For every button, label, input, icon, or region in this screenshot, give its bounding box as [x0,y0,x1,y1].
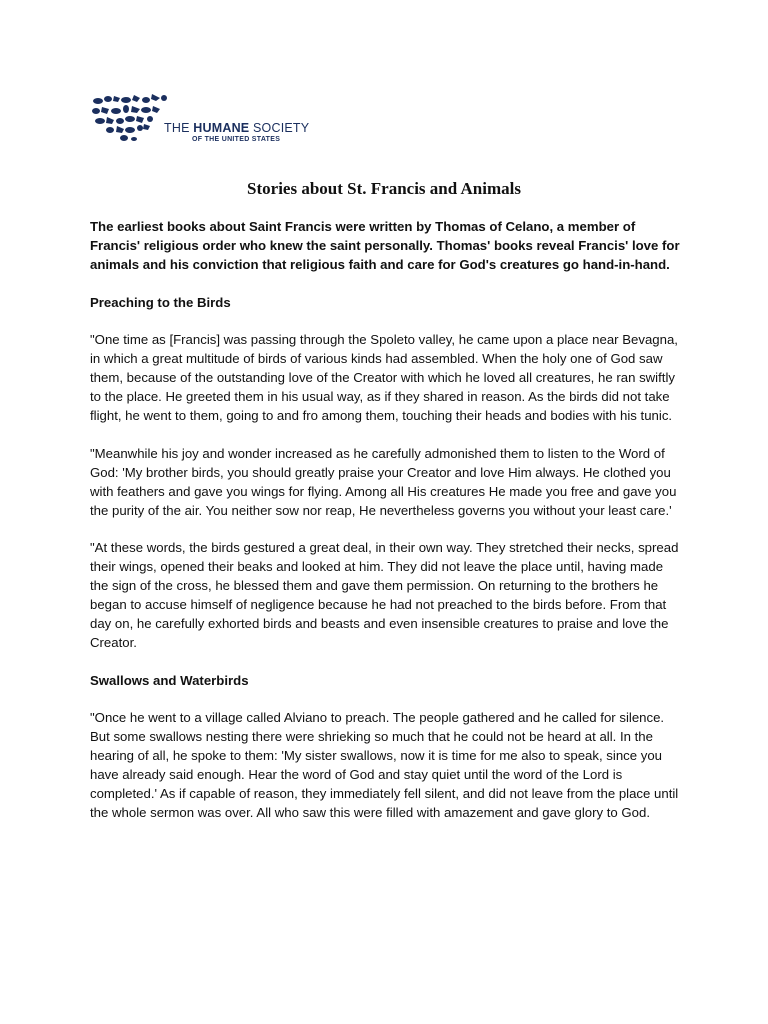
animal-silhouettes-map-icon [90,92,170,144]
page-title: Stories about St. Francis and Animals [247,179,521,198]
document-body [90,218,680,842]
logo-subtitle: OF THE UNITED STATES [192,136,281,143]
paragraph: "Once he went to a village called Alviano to preach. The people gathered and he called for silence. But some swallows nesting there were shrieking so much that he could not be heard at all. In the hearing of all, he spoke to them: 'My sister swallows, now it is time for me also to speak, since you have already said enough. Hear the word of God and stay quiet until the word of the Lord is completed.' As if capable of reason, they immediately fell silent, and did not leave from the place until the whole sermon was over. All who saw this were filled with amazement and gave glory to God. [90,710,679,820]
section-heading-preaching-to-birds: Preaching to the Birds [90,294,231,310]
section-heading-swallows-and-waterbirds: Swallows and Waterbirds [90,672,249,688]
humane-society-logo [90,92,312,144]
paragraph: "One time as [Francis] was passing through the Spoleto valley, he came upon a place near Bevagna, in which a great multitude of birds of various kinds had assembled. When the holy one of God saw them, because of the outstanding love of the Creator with which he loved all creatures, he ran swiftly to the place. He greeted them in his usual way, as if they shared in reason. As the birds did not take flight, he went to them, going to and fro among them, touching their heads and bodies with his tunic. [90,332,678,424]
paragraph: "At these words, the birds gestured a great deal, in their own way. They stretched their necks, spread their wings, opened their beaks and looked at him. They did not leave the place until, having made the sign of the cross, he blessed them and gave them permission. On returning to the brothers he began to accuse himself of negligence because he had not preached to the birds before. From that day on, he carefully exhorted birds and beasts and even insensible creatures to praise and love the Creator. [90,540,679,650]
logo-wordmark: THE HUMANE SOCIETY [164,121,310,135]
intro-paragraph: The earliest books about Saint Francis were written by Thomas of Celano, a member of Francis' religious order who knew the saint personally. Thomas' books reveal Francis' love for animals and his conviction that religious faith and care for God's creatures go hand-in-hand. [90,219,680,272]
paragraph: "Meanwhile his joy and wonder increased as he carefully admonished them to listen to the Word of God: 'My brother birds, you should greatly praise your Creator and love Him always. He clothed you with feathers and gave you wings for flying. Among all His creatures He made you free and gave you the purity of the air. You neither sow nor reap, He nevertheless governs you without your least care.' [90,445,677,518]
